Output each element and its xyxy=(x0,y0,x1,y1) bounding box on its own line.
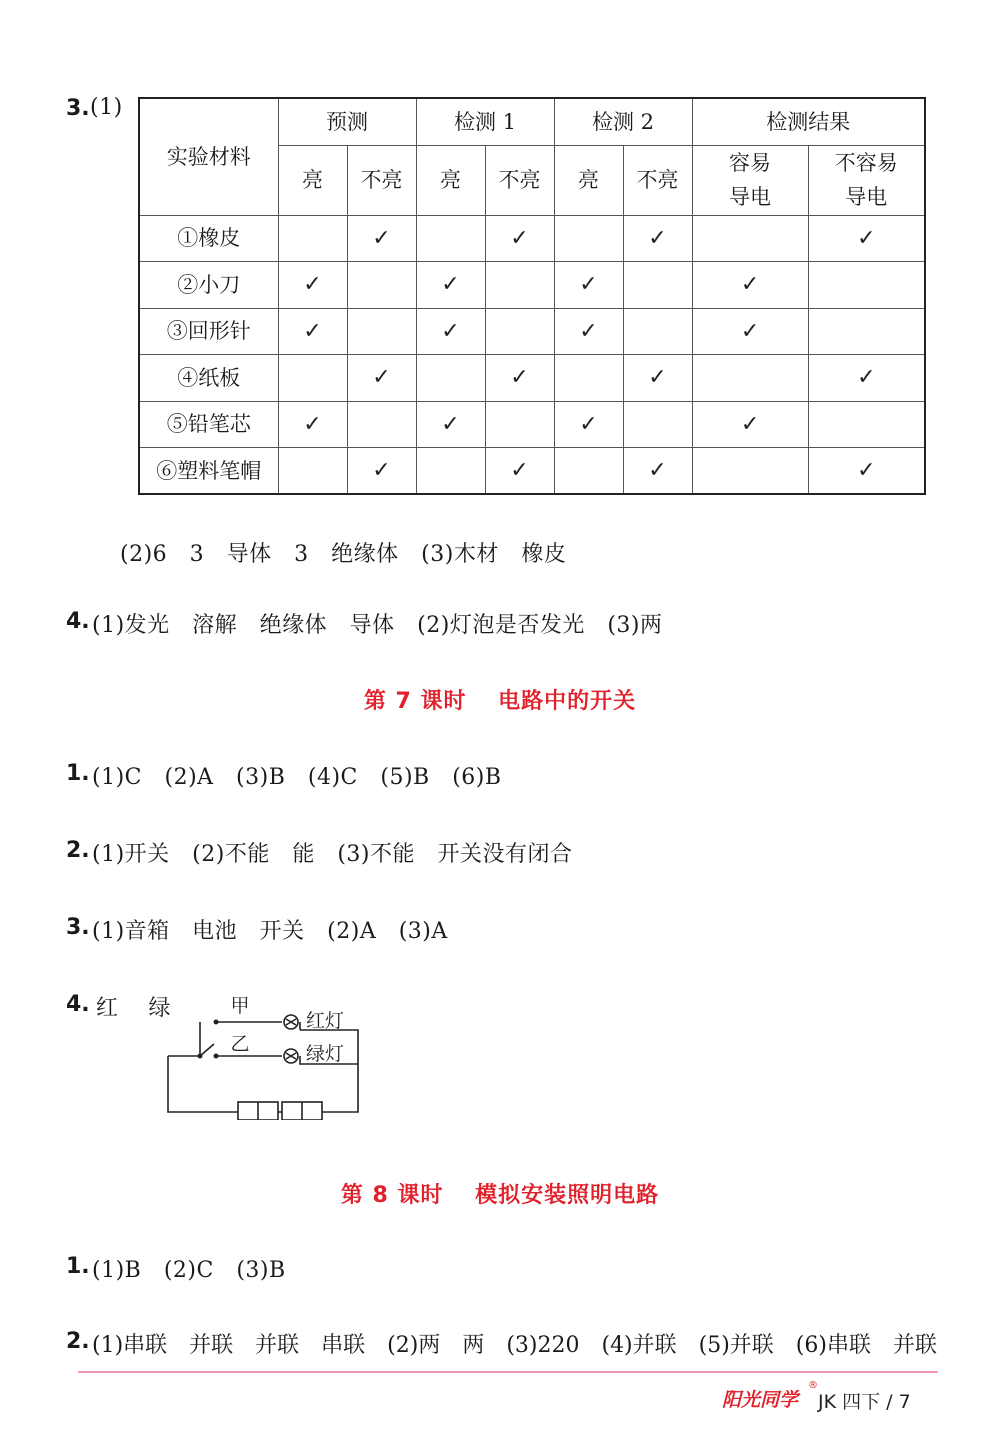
check-mark-icon: ✓ xyxy=(372,458,391,483)
check-cell xyxy=(485,448,554,495)
question-number: 4. xyxy=(66,992,90,1017)
subheader-conductive xyxy=(692,145,808,215)
check-mark-icon: ✓ xyxy=(510,225,529,251)
subheader-nonconductive-line1: 不容易 xyxy=(834,151,898,175)
table-row xyxy=(139,262,925,309)
subheader-bright: 亮 xyxy=(416,145,485,215)
check-mark-icon: ✓ xyxy=(740,411,760,437)
lamp-green-label: 绿灯 xyxy=(306,1043,345,1065)
footer-divider xyxy=(78,1371,938,1373)
material-cell: ④纸板 xyxy=(139,355,278,402)
check-mark-icon: ✓ xyxy=(579,272,598,298)
q4-answer: (1)发光 溶解 绝缘体 导体 (2)灯泡是否发光 (3)两 xyxy=(92,613,663,638)
material-cell: ③回形针 xyxy=(139,308,278,355)
check-cell xyxy=(808,215,925,262)
table-row xyxy=(139,448,925,495)
check-mark-icon: ✓ xyxy=(579,411,598,437)
check-cell xyxy=(347,262,416,309)
check-cell xyxy=(808,308,925,355)
subheader-not-bright: 不亮 xyxy=(485,145,554,215)
check-mark-icon: ✓ xyxy=(303,411,322,437)
check-cell xyxy=(347,308,416,355)
table-row xyxy=(139,308,925,355)
check-mark-icon: ✓ xyxy=(441,411,460,437)
header-predict: 预测 xyxy=(278,98,416,145)
question-number: 1. xyxy=(66,761,90,786)
question-number: 2. xyxy=(66,838,90,863)
header-test2: 检测 2 xyxy=(554,98,692,145)
lesson8-q1-answer: (1)B (2)C (3)B xyxy=(92,1258,286,1283)
circuit-diagram xyxy=(160,990,370,1120)
check-cell xyxy=(623,215,692,262)
subheader-not-bright: 不亮 xyxy=(347,145,416,215)
subheader-conductive-line2: 导电 xyxy=(729,185,772,209)
check-cell xyxy=(485,215,554,262)
lesson7-q3-answer: (1)音箱 电池 开关 (2)A (3)A xyxy=(92,919,448,944)
check-cell xyxy=(278,355,347,402)
check-mark-icon: ✓ xyxy=(579,318,598,344)
check-cell xyxy=(554,401,623,448)
check-cell xyxy=(416,401,485,448)
switch-bottom-pivot xyxy=(198,1054,203,1059)
subheader-nonconductive-line2: 导电 xyxy=(845,185,888,209)
lesson7-q4-answer: 红 绿 xyxy=(96,996,171,1021)
experiment-table xyxy=(138,97,926,495)
lesson7-q2-answer: (1)开关 (2)不能 能 (3)不能 开关没有闭合 xyxy=(92,842,573,867)
experiment-table-body xyxy=(139,215,925,494)
header-test1: 检测 1 xyxy=(416,98,554,145)
brand-logo: 阳光同学 xyxy=(722,1389,799,1411)
header-result: 检测结果 xyxy=(692,98,925,145)
check-cell xyxy=(692,215,808,262)
check-cell xyxy=(485,401,554,448)
subheader-conductive-line1: 容易 xyxy=(729,151,772,175)
check-cell xyxy=(692,355,808,402)
check-cell xyxy=(623,308,692,355)
part-label: (1) xyxy=(90,95,123,120)
check-cell xyxy=(554,308,623,355)
check-cell xyxy=(692,262,808,309)
subheader-bright: 亮 xyxy=(278,145,347,215)
table-row xyxy=(139,215,925,262)
check-cell xyxy=(347,448,416,495)
q3-part2-answer: (2)6 3 导体 3 绝缘体 (3)木材 橡皮 xyxy=(120,542,567,567)
check-cell xyxy=(692,448,808,495)
page-info: JK 四下 / 7 xyxy=(818,1391,911,1413)
check-cell xyxy=(347,355,416,402)
check-cell xyxy=(347,215,416,262)
lamp-red-label: 红灯 xyxy=(306,1010,345,1032)
check-mark-icon: ✓ xyxy=(857,225,876,251)
material-cell: ②小刀 xyxy=(139,262,278,309)
header-material: 实验材料 xyxy=(139,98,278,215)
switch-top-label: 甲 xyxy=(230,995,250,1017)
check-cell xyxy=(623,401,692,448)
check-cell xyxy=(416,262,485,309)
check-mark-icon: ✓ xyxy=(857,365,876,391)
check-cell xyxy=(278,262,347,309)
check-cell xyxy=(808,355,925,402)
check-mark-icon: ✓ xyxy=(740,318,760,344)
check-cell xyxy=(416,355,485,402)
table-row xyxy=(139,401,925,448)
check-cell xyxy=(347,401,416,448)
check-cell xyxy=(278,401,347,448)
question-number: 3. xyxy=(66,96,90,121)
check-cell xyxy=(623,355,692,402)
check-cell xyxy=(485,262,554,309)
check-cell xyxy=(416,448,485,495)
check-mark-icon: ✓ xyxy=(510,458,529,483)
question-number: 3. xyxy=(66,915,90,940)
check-cell xyxy=(554,262,623,309)
check-cell xyxy=(416,215,485,262)
brand-registered-mark: ® xyxy=(808,1380,818,1391)
check-mark-icon: ✓ xyxy=(303,318,322,344)
table-row xyxy=(139,355,925,402)
material-cell: ⑤铅笔芯 xyxy=(139,401,278,448)
check-cell xyxy=(623,262,692,309)
subheader-bright: 亮 xyxy=(554,145,623,215)
question-number: 4. xyxy=(66,609,90,634)
lesson7-q1-answer: (1)C (2)A (3)B (4)C (5)B (6)B xyxy=(92,765,502,790)
check-mark-icon: ✓ xyxy=(303,272,322,298)
material-cell: ⑥塑料笔帽 xyxy=(139,448,278,495)
check-cell xyxy=(485,355,554,402)
switch-bottom-contact xyxy=(214,1054,219,1059)
lesson-8-title: 第 8 课时 模拟安装照明电路 xyxy=(340,1183,660,1208)
check-mark-icon: ✓ xyxy=(372,365,391,391)
check-mark-icon: ✓ xyxy=(648,458,667,483)
check-cell xyxy=(808,448,925,495)
check-cell xyxy=(278,215,347,262)
check-mark-icon: ✓ xyxy=(648,225,667,251)
switch-bottom-label: 乙 xyxy=(230,1033,250,1055)
question-number: 2. xyxy=(66,1329,90,1354)
question-number: 1. xyxy=(66,1254,90,1279)
check-cell xyxy=(554,215,623,262)
check-mark-icon: ✓ xyxy=(441,318,460,344)
subheader-not-bright: 不亮 xyxy=(623,145,692,215)
check-cell xyxy=(692,308,808,355)
check-mark-icon: ✓ xyxy=(441,272,460,298)
switch-top-contact xyxy=(214,1020,219,1025)
check-mark-icon: ✓ xyxy=(857,458,876,483)
check-cell xyxy=(692,401,808,448)
check-mark-icon: ✓ xyxy=(740,272,760,298)
check-cell xyxy=(278,448,347,495)
lesson-7-title: 第 7 课时 电路中的开关 xyxy=(363,689,637,714)
check-cell xyxy=(278,308,347,355)
check-cell xyxy=(623,448,692,495)
check-cell xyxy=(416,308,485,355)
check-cell xyxy=(808,262,925,309)
subheader-nonconductive xyxy=(808,145,925,215)
lesson8-q2-answer: (1)串联 并联 并联 串联 (2)两 两 (3)220 (4)并联 (5)并联 (6)串联 并联 xyxy=(92,1333,937,1358)
material-cell: ①橡皮 xyxy=(139,215,278,262)
check-cell xyxy=(485,308,554,355)
check-mark-icon: ✓ xyxy=(372,225,391,251)
check-cell xyxy=(554,448,623,495)
check-mark-icon: ✓ xyxy=(648,365,667,391)
check-mark-icon: ✓ xyxy=(510,365,529,391)
check-cell xyxy=(554,355,623,402)
check-cell xyxy=(808,401,925,448)
switch-bottom-blade xyxy=(200,1044,214,1056)
